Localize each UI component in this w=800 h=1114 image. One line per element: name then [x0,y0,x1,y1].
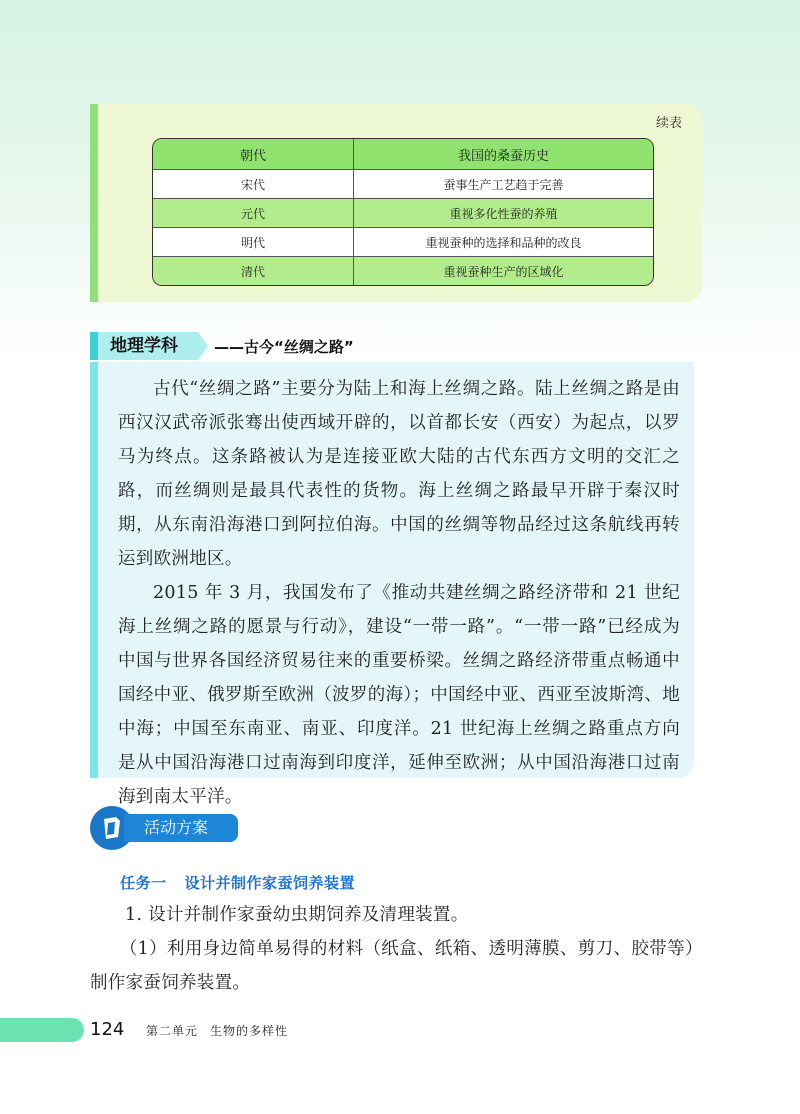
geography-text-box [90,362,694,807]
table-cell-dynasty: 明代 [153,228,354,257]
footer-unit-name: 生物的多样性 [210,1024,289,1038]
table-header-row [153,139,653,170]
footer-unit-title [146,1022,288,1039]
activity-line-1: 1. 设计并制作家蚕幼虫期饲养及清理装置。 [125,905,469,925]
table-cell-history: 蚕事生产工艺趋于完善 [354,170,653,199]
silk-history-table-card [90,104,702,302]
geography-section-header [90,332,694,362]
footer-accent-bar [0,1018,84,1042]
activity-line-2: （1）利用身边简单易得的材料（纸盒、纸箱、透明薄膜、剪刀、胶带等）制作家蚕饲养装置。 [90,939,694,993]
table-row [153,257,653,285]
silk-history-table [152,138,654,286]
table-row [153,199,653,228]
table-cell-dynasty: 元代 [153,199,354,228]
footer-unit: 第二单元 [146,1024,199,1038]
geography-tag-arrow [198,332,208,360]
table-cell-history: 重视多化性蚕的养殖 [354,199,653,228]
column-header-history: 我国的桑蚕历史 [354,139,653,170]
table-cell-history: 重视蚕种的选择和品种的改良 [354,228,653,257]
activity-plan-tag: 活动方案 [124,814,238,842]
task-label: 任务一 [120,874,167,892]
task-name: 设计并制作家蚕饲养装置 [184,874,356,892]
geography-paragraph-2: 2015 年 3 月，我国发布了《推动共建丝绸之路经济带和 21 世纪海上丝绸之路的愿景与行动》，建设“一带一路”。“一带一路”已经成为中国与世界各国经济贸易往来的重要桥梁。丝绸之路经济带重点畅通中国经中亚、俄罗斯至欧洲（波罗的海）；中国经中亚、西亚至波斯湾、地中海；中国至东南亚、南亚、印度洋。21 世纪海上丝绸之路重点方向是从中国沿海港口过南海到印度洋，延伸至欧洲；从中国沿海港口过南海到南太平洋。 [118,583,680,807]
table-cell-history: 重视蚕种生产的区域化 [354,257,653,285]
table-cell-dynasty: 宋代 [153,170,354,199]
page-number: 124 [90,1019,125,1040]
task-title [120,872,355,893]
geography-subtitle: ——古今“丝绸之路” [214,338,354,356]
geography-tag: 地理学科 [90,332,198,360]
table-row [153,228,653,257]
geography-paragraph-1: 古代“丝绸之路”主要分为陆上和海上丝绸之路。陆上丝绸之路是由西汉汉武帝派张骞出使西域开辟的，以首都长安（西安）为起点，以罗马为终点。这条路被认为是连接亚欧大陆的古代东西方文明的交汇之路，而丝绸则是最具代表性的货物。海上丝绸之路最早开辟于秦汉时期，从东南沿海港口到阿拉伯海。中国的丝绸等物品经过这条航线再转运到欧洲地区。 [118,379,680,569]
column-header-dynasty: 朝代 [153,139,354,170]
table-caption: 续表 [655,116,682,131]
table-row [153,170,653,199]
activity-body [90,898,694,1000]
table-cell-dynasty: 清代 [153,257,354,285]
